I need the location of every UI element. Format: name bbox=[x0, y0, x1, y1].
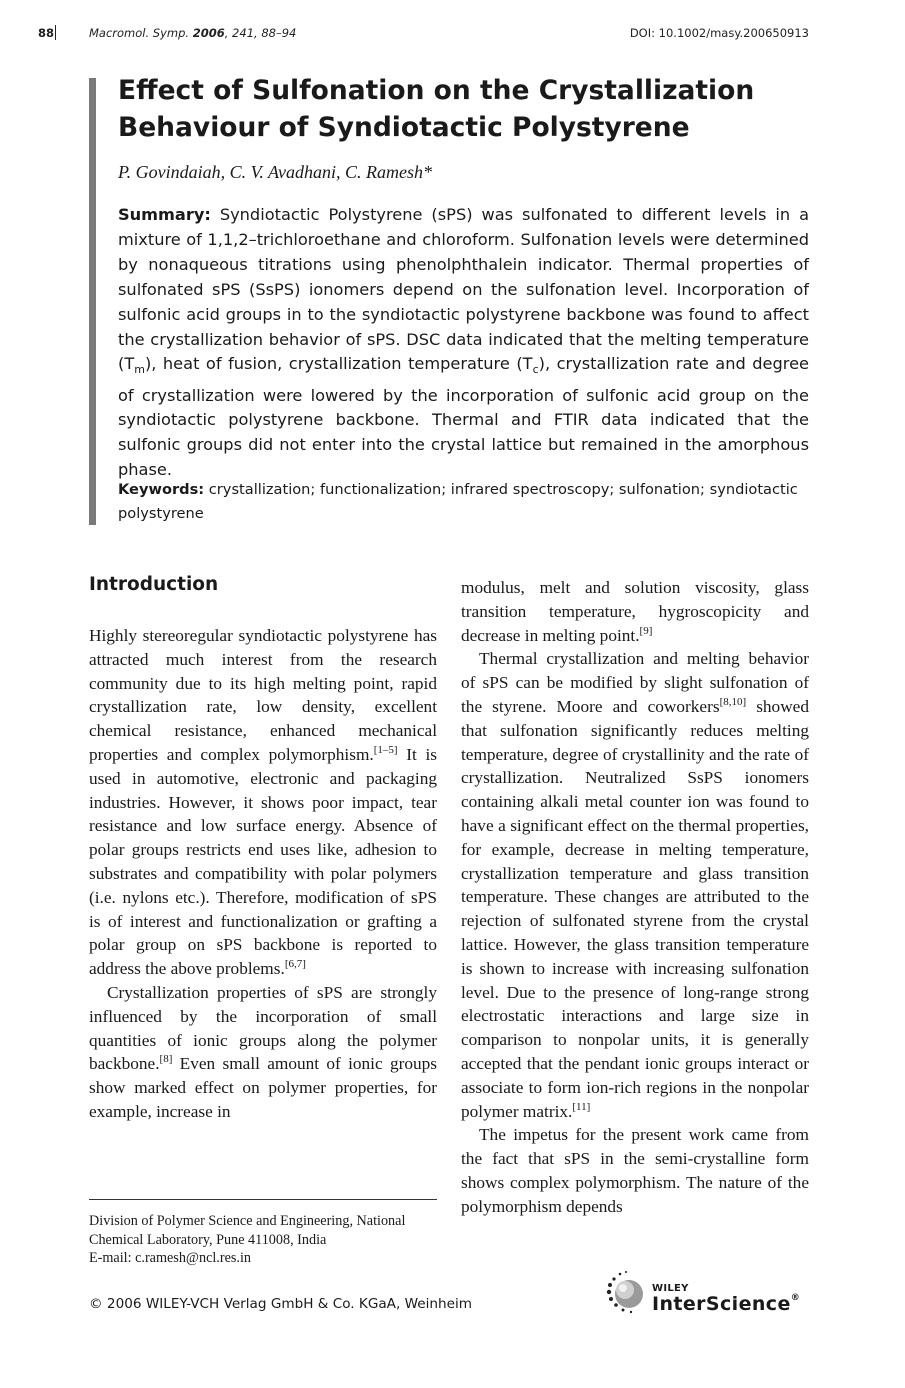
affiliation-line: Chemical Laboratory, Pune 411008, India bbox=[89, 1231, 327, 1248]
body-column-right bbox=[461, 576, 809, 1219]
journal-volume-pages: , 241, 88–94 bbox=[224, 26, 297, 40]
summary-subscript-c: c bbox=[532, 363, 539, 377]
paragraph bbox=[461, 647, 809, 1123]
paragraph: The impetus for the present work came from the fact that sPS in the semi-crystalline form shows complex polymorphism. The nature of the polymorphism depends bbox=[461, 1125, 809, 1216]
paragraph-text: Thermal crystallization and melting behavior of sPS can be modified by slight sulfonation of the styrene. Moore and coworkers bbox=[461, 649, 809, 716]
abstract-summary bbox=[118, 203, 809, 483]
header-divider bbox=[55, 25, 56, 40]
copyright-notice: © 2006 WILEY-VCH Verlag GmbH & Co. KGaA, Weinheim bbox=[89, 1296, 473, 1312]
journal-year: 2006 bbox=[192, 26, 225, 40]
paragraph bbox=[89, 981, 437, 1124]
author-list: P. Govindaiah, C. V. Avadhani, C. Ramesh* bbox=[118, 162, 433, 182]
affiliation-line: Division of Polymer Science and Engineering, National bbox=[89, 1213, 406, 1229]
citation-ref[interactable]: [8,10] bbox=[719, 695, 747, 708]
publisher-logo[interactable] bbox=[605, 1268, 815, 1316]
summary-label: Summary: bbox=[118, 205, 211, 224]
page-number: 88 bbox=[38, 26, 55, 40]
logo-interscience-text bbox=[652, 1293, 800, 1315]
paragraph-text: modulus, melt and solution viscosity, glass transition temperature, hygroscopicity and decrease in melting point. bbox=[461, 578, 809, 645]
summary-text-3: ), crystallization rate and degree of crystallization were lowered by the incorporation of sulfonic acid group on the syndiotactic polystyrene backbone. Thermal and FTIR data indicated that the sulfonic groups did not enter into the crystal lattice but remained in the amorphous phase. bbox=[118, 354, 810, 480]
registered-mark: ® bbox=[790, 1293, 801, 1303]
keywords-text: crystallization; functionalization; infrared spectroscopy; sulfonation; syndiotactic polystyrene bbox=[118, 481, 798, 522]
doi-label: DOI: 10.1002/masy.200650913 bbox=[629, 26, 809, 40]
paragraph-text: It is used in automotive, electronic and packaging industries. However, it shows poor impact, tear resistance and low surface energy. Absence of polar groups restricts end uses like, adhesion to substrates and compatibility with polar polymers (i.e. nylons etc.). Therefore, modification of sPS is of interest and functionalization or grafting a polar group on sPS backbone is reported to address the above problems. bbox=[89, 744, 437, 979]
paragraph-text: showed that sulfonation significantly reduces melting temperature, degree of crystallinity and the rate of crystallization. Neutralized SsPS ionomers containing alkali metal counter ion was found to have a significant effect on the thermal properties, for example, decrease in melting temperature, crystallization temperature and glass transition temperature. These changes are attributed to the rejection of sulfonated styrene from the crystal lattice. However, the glass transition temperature is shown to increase with increasing sulfonation level. Due to the presence of long-range strong electrostatic interactions and large size in comparison to nonpolar units, it is generally accepted that the pendant ionic groups interact or associate to form ion-rich regions in the nonpolar polymer matrix. bbox=[461, 696, 809, 1121]
paragraph bbox=[461, 576, 809, 647]
article-title-line-2: Behaviour of Syndiotactic Polystyrene bbox=[118, 112, 690, 143]
journal-name: Macromol. Symp. bbox=[89, 26, 190, 40]
abstract-accent-bar bbox=[89, 78, 96, 525]
paragraph bbox=[89, 624, 437, 981]
summary-text-2: ), heat of fusion, crystallization temperature (T bbox=[144, 354, 533, 374]
article-title-line-1: Effect of Sulfonation on the Crystallization bbox=[118, 75, 755, 106]
paragraph-text: Even small amount of ionic groups show marked effect on polymer properties, for example, increase in bbox=[89, 1054, 437, 1121]
citation-ref[interactable]: [9] bbox=[639, 624, 653, 637]
logo-wiley-text: WILEY bbox=[652, 1283, 689, 1294]
keywords-label: Keywords: bbox=[118, 481, 205, 498]
citation-ref[interactable]: [1–5] bbox=[373, 743, 398, 756]
section-heading-introduction: Introduction bbox=[89, 574, 219, 595]
interscience-globe-icon bbox=[605, 1268, 651, 1316]
affiliation-footnote bbox=[89, 1212, 444, 1268]
paragraph-text: Highly stereoregular syndiotactic polystyrene has attracted much interest from the research community due to its high melting point, rapid crystallization rate, low density, excellent chemical resistance, enhanced mechanical properties and complex polymorphism. bbox=[89, 626, 437, 764]
contact-email[interactable]: E-mail: c.ramesh@ncl.res.in bbox=[89, 1250, 251, 1267]
footnote-rule bbox=[89, 1199, 437, 1200]
citation-ref[interactable]: [8] bbox=[159, 1053, 173, 1066]
summary-subscript-m: m bbox=[134, 363, 145, 377]
summary-text-1: Syndiotactic Polystyrene (sPS) was sulfonated to different levels in a mixture of 1,1,2–trichloroethane and chloroform. Sulfonation levels were determined by nonaqueous titrations using phenolphthalein indicator. Thermal properties of sulfonated sPS (SsPS) ionomers depend on the sulfonation level. Incorporation of sulfonic acid groups in to the syndiotactic polystyrene backbone was found to affect the crystallization behavior of sPS. DSC data indicated that the melting temperature (T bbox=[118, 205, 809, 374]
logo-name: InterScience bbox=[652, 1293, 791, 1315]
keywords bbox=[118, 478, 809, 526]
paragraph-text: Crystallization properties of sPS are strongly influenced by the incorporation of small quantities of ionic groups along the polymer backbone. bbox=[89, 982, 437, 1074]
article-title bbox=[118, 72, 818, 146]
journal-citation bbox=[89, 26, 296, 44]
citation-ref[interactable]: [11] bbox=[572, 1100, 591, 1113]
body-column-left bbox=[89, 624, 437, 1124]
citation-ref[interactable]: [6,7] bbox=[284, 958, 306, 971]
